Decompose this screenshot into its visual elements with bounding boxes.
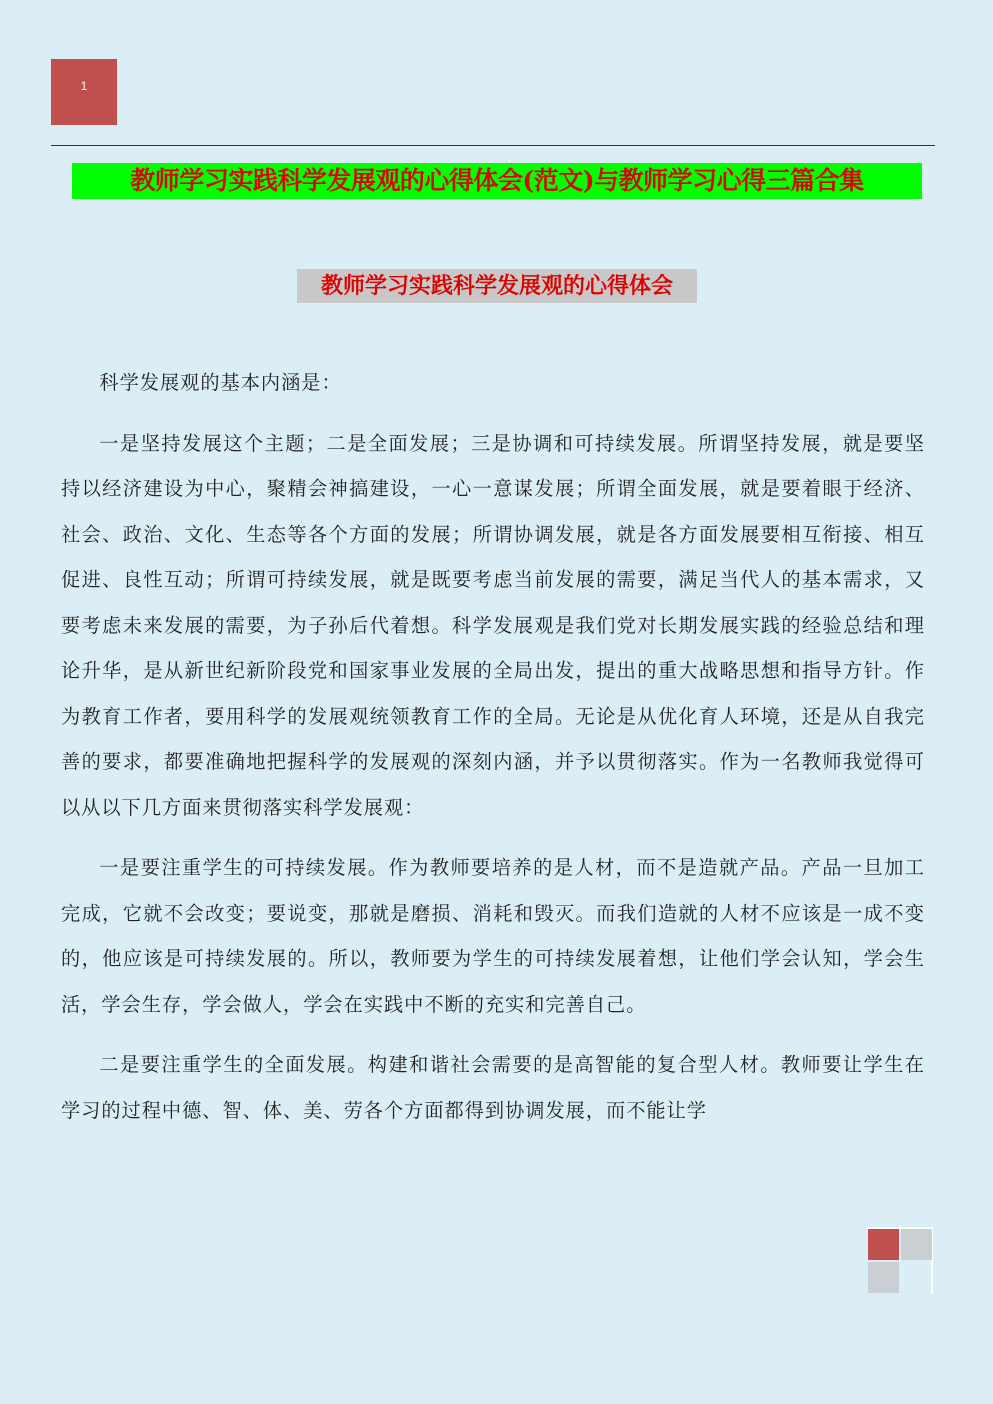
- page-number: 1: [80, 79, 88, 93]
- corner-decoration-square: [868, 1229, 899, 1260]
- document-body: [61, 360, 925, 1148]
- paragraph: 一是坚持发展这个主题；二是全面发展；三是协调和可持续发展。所谓坚持发展，就是要坚持以经济建设为中心，聚精会神搞建设，一心一意谋发展；所谓全面发展，就是要着眼于经济、社会、政治、文化、生态等各个方面的发展；所谓协调发展，就是各方面发展要相互衔接、相互促进、良性互动；所谓可持续发展，就是既要考虑当前发展的需要，满足当代人的基本需求，又要考虑未来发展的需要，为子孙后代着想。科学发展观是我们党对长期发展实践的经验总结和理论升华，是从新世纪新阶段党和国家事业发展的全局出发，提出的重大战略思想和指导方针。作为教育工作者，要用科学的发展观统领教育工作的全局。无论是从优化育人环境，还是从自我完善的要求，都要准确地把握科学的发展观的深刻内涵，并予以贯彻落实。作为一名教师我觉得可以从以下几方面来贯彻落实科学发展观：: [61, 431, 925, 819]
- document-title: 教师学习实践科学发展观的心得体会(范文)与教师学习心得三篇合集: [72, 163, 922, 199]
- page-number-badge: [51, 59, 117, 125]
- paragraph: 科学发展观的基本内涵是：: [99, 371, 342, 394]
- corner-decoration-square: [901, 1229, 932, 1260]
- paragraph: 一是要注重学生的可持续发展。作为教师要培养的是人材，而不是造就产品。产品一旦加工完成，它就不会改变；要说变，那就是磨损、消耗和毁灭。而我们造就的人材不应该是一成不变的，他应该是可持续发展的。所以，教师要为学生的可持续发展着想，让他们学会认知，学会生活，学会生存，学会做人，学会在实践中不断的充实和完善自己。: [61, 856, 925, 1016]
- header-divider: [51, 145, 935, 146]
- section-title: 教师学习实践科学发展观的心得体会: [297, 269, 697, 303]
- corner-decoration-square: [868, 1262, 899, 1293]
- paragraph: 二是要注重学生的全面发展。构建和谐社会需要的是高智能的复合型人材。教师要让学生在学习的过程中德、智、体、美、劳各个方面都得到协调发展，而不能让学: [61, 1053, 925, 1122]
